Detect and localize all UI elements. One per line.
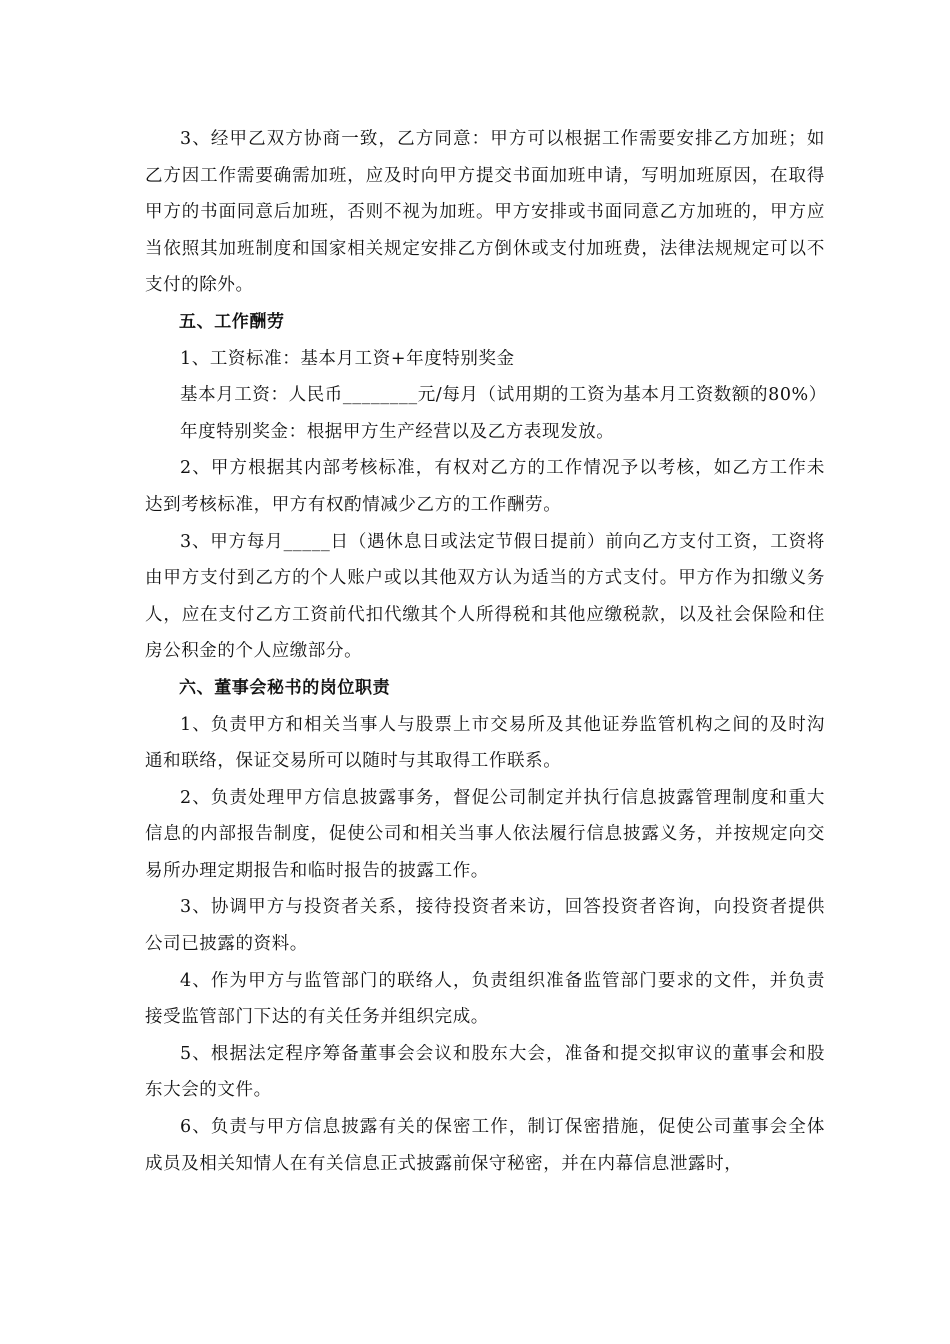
section-heading-secretary-duties: 六、董事会秘书的岗位职责 [179, 677, 391, 698]
base-monthly-salary: 基本月工资：人民币________元/每月（试用期的工资为基本月工资数额的80%） [180, 385, 827, 406]
duty-3-investor-relations: 3、协调甲方与投资者关系，接待投资者来访，回答投资者咨询，向投资者提供公司已披露的资料。 [145, 897, 825, 955]
document-body [145, 121, 825, 1182]
clause-3-payment: 3、甲方每月_____日（遇休息日或法定节假日提前）前向乙方支付工资，工资将由甲方支付到乙方的个人账户或以其他双方认为适当的方式支付。甲方作为扣缴义务人，应在支付乙方工资前代扣代缴其个人所得税和其他应缴税款，以及社会保险和住房公积金的个人应缴部分。 [145, 531, 825, 662]
duty-1-liaison: 1、负责甲方和相关当事人与股票上市交易所及其他证券监管机构之间的及时沟通和联络，保证交易所可以随时与其取得工作联系。 [145, 714, 825, 772]
clause-1-salary-standard: 1、工资标准：基本月工资+年度特别奖金 [180, 348, 515, 369]
duty-6-confidentiality: 6、负责与甲方信息披露有关的保密工作，制订保密措施，促使公司董事会全体成员及相关知情人在有关信息正式披露前保守秘密，并在内幕信息泄露时， [145, 1117, 825, 1174]
annual-special-bonus: 年度特别奖金：根据甲方生产经营以及乙方表现发放。 [180, 421, 615, 442]
duty-5-meetings: 5、根据法定程序筹备董事会会议和股东大会，准备和提交拟审议的董事会和股东大会的文件。 [145, 1043, 825, 1101]
clause-3-overtime: 3、经甲乙双方协商一致，乙方同意：甲方可以根据工作需要安排乙方加班；如乙方因工作需要确需加班，应及时向甲方提交书面加班申请，写明加班原因，在取得甲方的书面同意后加班，否则不视为加班。甲方安排或书面同意乙方加班的，甲方应当依照其加班制度和国家相关规定安排乙方倒休或支付加班费，法律法规规定可以不支付的除外。 [145, 129, 825, 296]
duty-4-regulatory-contact: 4、作为甲方与监管部门的联络人，负责组织准备监管部门要求的文件，并负责接受监管部门下达的有关任务并组织完成。 [145, 970, 825, 1028]
clause-2-assessment: 2、甲方根据其内部考核标准，有权对乙方的工作情况予以考核，如乙方工作未达到考核标准，甲方有权酌情减少乙方的工作酬劳。 [145, 458, 825, 515]
duty-2-disclosure: 2、负责处理甲方信息披露事务，督促公司制定并执行信息披露管理制度和重大信息的内部报告制度，促使公司和相关当事人依法履行信息披露义务，并按规定向交易所办理定期报告和临时报告的披露工作。 [145, 787, 825, 881]
section-heading-compensation: 五、工作酬劳 [179, 311, 285, 332]
